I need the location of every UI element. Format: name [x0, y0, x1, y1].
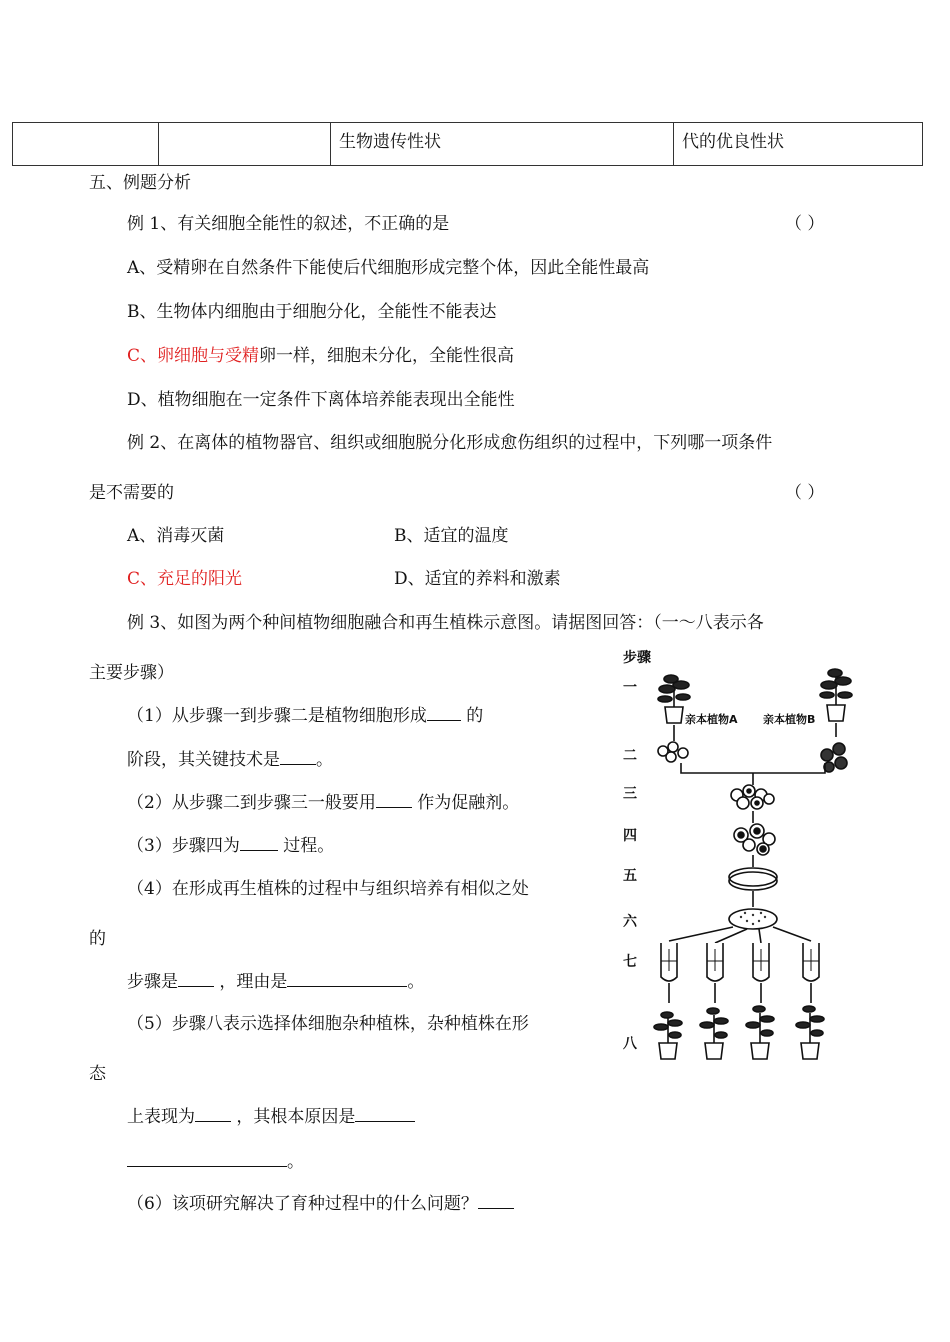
ex3-q5-cont — [127, 1105, 415, 1128]
ex3-q6 — [127, 1192, 514, 1215]
period: 。 — [316, 750, 333, 770]
step-label: 八 — [623, 1036, 637, 1052]
ex1-option-d: D、植物细胞在一定条件下离体培养能表现出全能性 — [127, 390, 515, 410]
ex3-q4: （4）在形成再生植株的过程中与组织培养有相似之处 — [127, 879, 529, 899]
q2-text-end: 作为促融剂。 — [417, 793, 520, 813]
ex3-q1 — [127, 704, 483, 727]
ex3-q5: （5）步骤八表示选择体细胞杂种植株，杂种植株在形 — [127, 1014, 529, 1034]
q1-text: （1）从步骤一到步骤二是植物细胞形成 — [127, 706, 427, 726]
step-label: 六 — [623, 914, 637, 930]
q4-reason-text: ，理由是 — [219, 972, 288, 992]
ex1-option-a: A、受精卵在自然条件下能使后代细胞形成完整个体，因此全能性最高 — [127, 258, 650, 278]
step-label: 七 — [623, 954, 637, 970]
plant-b-label: 亲本植物B — [763, 713, 816, 726]
ex2-option-a: A、消毒灭菌 — [127, 526, 225, 546]
ex1-option-c-highlight: C、卵细胞与受精 — [127, 346, 260, 366]
answer-blank[interactable] — [478, 1192, 514, 1209]
step-label: 一 — [623, 680, 637, 696]
ex3-q4-wrap: 的 — [89, 929, 106, 949]
ex3-q1-cont — [127, 748, 333, 771]
q2-text: （2）从步骤二到步骤三一般要用 — [127, 793, 376, 813]
table-row — [13, 123, 923, 166]
answer-blank[interactable] — [127, 1150, 287, 1167]
answer-blank[interactable] — [355, 1105, 415, 1122]
fused-cells-icon — [731, 785, 774, 809]
ex2-option-d: D、适宜的养料和激素 — [394, 569, 561, 589]
regenerated-plant-icon — [659, 1043, 819, 1059]
ex2-question-cont: 是不需要的 — [89, 483, 174, 503]
ex3-q5-wrap: 态 — [89, 1064, 106, 1084]
answer-blank[interactable] — [280, 748, 316, 765]
ex1-option-b: B、生物体内细胞由于细胞分化，全能性不能表达 — [127, 302, 497, 322]
ex2-option-b: B、适宜的温度 — [394, 526, 509, 546]
answer-blank[interactable] — [287, 970, 407, 987]
table-cell: 生物遗传性状 — [331, 123, 674, 166]
table-cell: 代的优良性状 — [674, 123, 923, 166]
q1-cont-text: 阶段，其关键技术是 — [127, 750, 280, 770]
protoplast-a-icon — [658, 742, 688, 762]
answer-blank[interactable] — [376, 791, 412, 808]
ex1-answer-paren: （ ） — [785, 214, 825, 234]
parent-plant-a-icon — [658, 675, 690, 723]
ex1-option-c — [127, 345, 514, 367]
hybrid-cells-icon — [734, 824, 775, 855]
figure-drawing — [615, 645, 865, 1065]
q4-cont-text: 步骤是 — [127, 972, 178, 992]
plant-a-label: 亲本植物A — [685, 713, 738, 726]
summary-table-fragment — [12, 122, 923, 166]
period: 。 — [287, 1152, 304, 1172]
ex3-q3 — [127, 834, 334, 857]
step-label: 四 — [623, 828, 637, 844]
ex3-intro: 例 3、如图为两个种间植物细胞融合和再生植株示意图。请据图回答：（一～八表示各 — [127, 613, 764, 633]
ex1-question: 例 1、有关细胞全能性的叙述，不正确的是 — [127, 214, 450, 234]
callus-dish-icon — [729, 909, 777, 929]
step-label: 三 — [623, 786, 637, 802]
ex3-q4-cont — [127, 970, 424, 993]
step-label: 五 — [623, 868, 637, 884]
section-title: 五、例题分析 — [89, 173, 191, 193]
table-cell — [13, 123, 159, 166]
ex3-q2 — [127, 791, 519, 814]
answer-blank[interactable] — [240, 834, 278, 851]
parent-plant-b-icon — [820, 669, 852, 721]
ex3-intro-cont: 主要步骤） — [89, 663, 174, 683]
q5-cont-text: 上表现为 — [127, 1107, 195, 1127]
answer-blank[interactable] — [178, 970, 214, 987]
q5-reason-text: ，其根本原因是 — [236, 1107, 356, 1127]
ex2-option-c: C、充足的阳光 — [127, 569, 243, 589]
period: 。 — [407, 972, 425, 992]
petri-dish-icon — [729, 868, 777, 886]
ex2-question: 例 2、在离体的植物器官、组织或细胞脱分化形成愈伤组织的过程中，下列哪一项条件 — [127, 433, 773, 453]
step-label: 二 — [623, 748, 637, 764]
answer-blank[interactable] — [195, 1105, 231, 1122]
test-tube-icon — [661, 943, 819, 981]
table-cell — [159, 123, 331, 166]
q3-text-end: 过程。 — [283, 836, 335, 856]
q3-text: （3）步骤四为 — [127, 836, 240, 856]
answer-blank[interactable] — [427, 704, 461, 721]
cell-fusion-figure — [615, 645, 865, 1065]
q6-text: （6）该项研究解决了育种过程中的什么问题？ — [127, 1194, 478, 1214]
figure-title: 步骤 — [623, 650, 651, 666]
ex3-q5-line — [127, 1150, 304, 1173]
ex1-option-c-rest: 卵一样，细胞未分化，全能性很高 — [259, 346, 515, 366]
ex2-answer-paren: （ ） — [785, 483, 825, 503]
q1-text-end: 的 — [466, 706, 484, 726]
